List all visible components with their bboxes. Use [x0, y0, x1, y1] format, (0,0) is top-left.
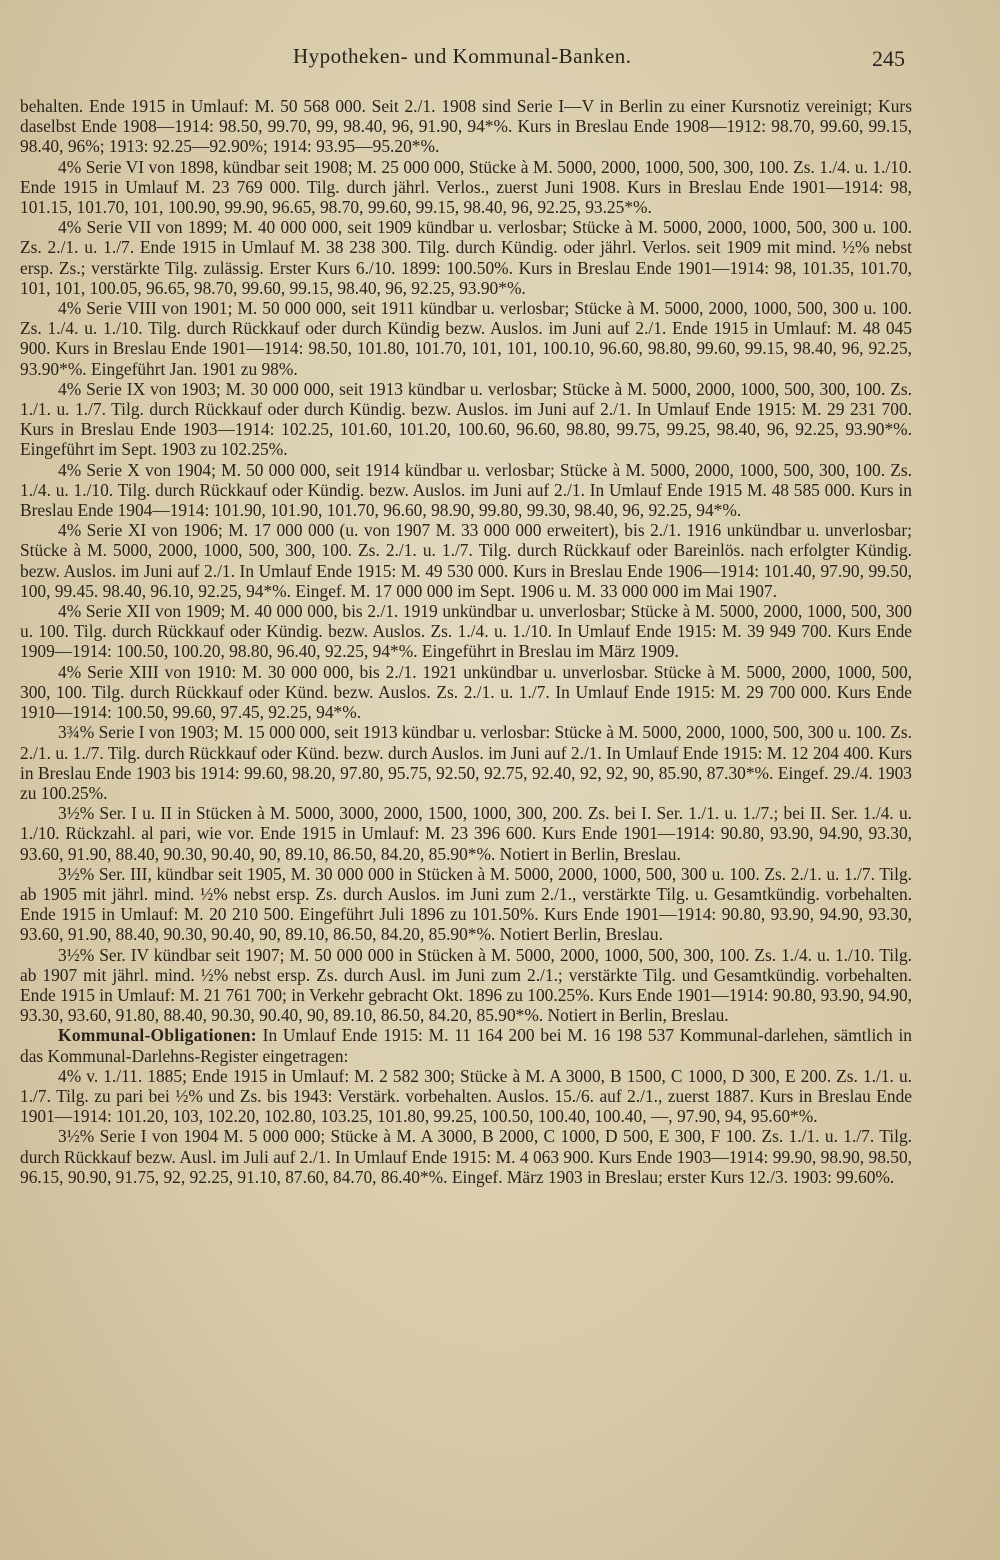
kommunal-heading: Kommunal-Obligationen: [58, 1025, 257, 1046]
paragraph-serie-vi: 4% Serie VI von 1898, kündbar seit 1908; M. 25 000 000, Stücke à M. 5000, 2000, 1000, 500, 300, 100. Zs. 1./4. u. 1./10. Ende 1915 in Umlauf M. 23 769 000. Tilg. durch jährl. Verlos., zuerst Juni 1908. Kurs in Breslau Ende 1901—1914: 98, 101.15, 101.70, 101, 100.90, 99.90, 96.65, 98.70, 99.60, 99.15, 98.40, 96, 92.25, 93.25*%. [20, 156, 912, 218]
paragraph-series-i-v: behalten. Ende 1915 in Umlauf: M. 50 568 000. Seit 2./1. 1908 sind Serie I—V in Berlin zu einer Kursnotiz vereinigt; Kurs daselbst Ende 1908—1914: 98.50, 99.70, 99, 98.40, 96, 91.90, 94*%. Kurs in Breslau Ende 1908—1912: 98.70, 99.60, 99.15, 98.40, 96%; 1913: 92.25—92.90%; 1914: 93.95—95.20*%. [20, 96, 912, 157]
paragraph-kommunal-1885: 4% v. 1./11. 1885; Ende 1915 in Umlauf: M. 2 582 300; Stücke à M. A 3000, B 1500, C 1000, D 300, E 200. Zs. 1./1. u. 1./7. Tilg. zu pari bei ½% und Zs. bis 1943: Verstärk. vorbehalten. Auslos. 15./6. auf 2./1., zuerst 1887. Kurs in Breslau Ende 1901—1914: 101.20, 103, 102.20, 102.80, 103.25, 101.80, 99.25, 100.50, 100.40, 100.40, —, 97.90, 94, 95.60*%. [20, 1065, 912, 1127]
paragraph-3-1-2-ser-i-ii: 3½% Ser. I u. II in Stücken à M. 5000, 3000, 2000, 1500, 1000, 300, 200. Zs. bei I. Ser. 1./1. u. 1./7.; bei II. Ser. 1./4. u. 1./10. Rückzahl. al pari, wie vor. Ende 1915 in Umlauf: M. 23 396 600. Kurs Ende 1901—1914: 90.80, 93.90, 94.90, 93.30, 93.60, 91.90, 88.40, 90.30, 90.40, 90, 89.10, 86.50, 84.20, 85.90*%. Notiert in Berlin, Breslau. [20, 803, 912, 864]
paragraph-serie-x: 4% Serie X von 1904; M. 50 000 000, seit 1914 kündbar u. verlosbar; Stücke à M. 5000, 2000, 1000, 500, 300, 100. Zs. 1./4. u. 1./10. Tilg. durch Rückkauf oder Kündig. bezw. Auslos. im Juni auf 2./1. In Umlauf Ende 1915 M. 48 585 000. Kurs in Breslau Ende 1904—1914: 101.90, 101.90, 101.70, 96.60, 98.90, 99.80, 99.30, 98.40, 96, 92.25, 94*%. [20, 459, 912, 521]
paragraph-serie-xi: 4% Serie XI von 1906; M. 17 000 000 (u. von 1907 M. 33 000 000 erweitert), bis 2./1. 1916 unkündbar u. unverlosbar; Stücke à M. 5000, 2000, 1000, 500, 300, 100. Zs. 2./1. u. 1./7. Tilg. durch Rückkauf oder Bareinlös. nach erfolgter Kündig. bezw. Auslos. im Juni auf 2./1. In Umlauf Ende 1915: M. 49 530 000. Kurs in Breslau Ende 1906—1914: 101.40, 97.90, 99.50, 100, 99.45. 98.40, 96.10, 92.25, 94*%. Eingef. M. 17 000 000 im Sept. 1906 u. M. 33 000 000 im Mai 1907. [20, 520, 912, 601]
paragraph-kommunal-1904: 3½% Serie I von 1904 M. 5 000 000; Stücke à M. A 3000, B 2000, C 1000, D 500, E 300, F 100. Zs. 1./1. u. 1./7. Tilg. durch Rückkauf bezw. Ausl. im Juli auf 2./1. In Umlauf Ende 1915: M. 4 063 900. Kurs Ende 1903—1914: 99.90, 98.90, 98.50, 96.15, 90.90, 91.75, 92, 92.25, 91.10, 87.60, 84.70, 86.40*%. Eingef. März 1903 in Breslau; erster Kurs 12./3. 1903: 99.60%. [20, 1126, 912, 1187]
paragraph-serie-vii: 4% Serie VII von 1899; M. 40 000 000, seit 1909 kündbar u. verlosbar; Stücke à M. 5000, 2000, 1000, 500, 300 u. 100. Zs. 2./1. u. 1./7. Ende 1915 in Umlauf M. 38 238 300. Tilg. durch Kündig. oder jährl. Verlos. seit 1909 mit mind. ½% nebst ersp. Zs.; verstärkte Tilg. zulässig. Erster Kurs 6./10. 1899: 100.50%. Kurs in Breslau Ende 1901—1914: 98, 101.35, 101.70, 101, 101, 100.05, 96.65, 98.70, 99.60, 99.15, 98.40, 96, 92.25, 93.90*%. [20, 217, 912, 298]
paragraph-serie-xiii: 4% Serie XIII von 1910: M. 30 000 000, bis 2./1. 1921 unkündbar u. unverlosbar. Stücke à M. 5000, 2000, 1000, 500, 300, 100. Tilg. durch Rückkauf oder Künd. bezw. Auslos. Zs. 2./1. u. 1./7. In Umlauf Ende 1915: M. 29 700 000. Kurs Ende 1910—1914: 100.50, 99.60, 97.45, 92.25, 94*%. [20, 661, 912, 723]
page-number: 245 [872, 46, 905, 71]
paragraph-3-3-4-serie-i: 3¾% Serie I von 1903; M. 15 000 000, seit 1913 kündbar u. verlosbar: Stücke à M. 5000, 2000, 1000, 500, 300 u. 100. Zs. 2./1. u. 1./7. Tilg. durch Rückkauf oder Künd. bezw. durch Auslos. im Juni auf 2./1. In Umlauf Ende 1915: M. 12 204 400. Kurs in Breslau Ende 1903 bis 1914: 99.60, 98.20, 97.80, 95.75, 92.50, 92.75, 92.40, 92, 92, 90, 85.90, 87.30*%. Eingef. 29./4. 1903 zu 100.25%. [20, 722, 912, 803]
paragraph-serie-ix: 4% Serie IX von 1903; M. 30 000 000, seit 1913 kündbar u. verlosbar; Stücke à M. 5000, 2000, 1000, 500, 300, 100. Zs. 1./1. u. 1./7. Tilg. durch Rückkauf oder durch Kündig. bezw. Auslos. im Juni auf 2./1. In Umlauf Ende 1915: M. 29 231 700. Kurs in Breslau Ende 1903—1914: 102.25, 101.60, 101.20, 100.60, 96.60, 98.80, 99.75, 99.25, 98.40, 96, 92.25, 93.90*%. Eingeführt im Sept. 1903 zu 102.25%. [20, 378, 912, 460]
running-title: Hypotheken- und Kommunal-Banken. [293, 44, 632, 68]
page-header [0, 44, 1000, 78]
paragraph-serie-viii: 4% Serie VIII von 1901; M. 50 000 000, seit 1911 kündbar u. verlosbar; Stücke à M. 5000, 2000, 1000, 500, 300 u. 100. Zs. 1./4. u. 1./10. Tilg. durch Rückkauf oder durch Kündig bezw. Auslos. im Juni auf 2./1. Ende 1915 in Umlauf: M. 48 045 900. Kurs in Breslau Ende 1901—1914: 98.50, 101.80, 101.70, 101, 101, 100.10, 96.60, 98.80, 99.60, 99.15, 98.40, 96, 92.25, 93.90*%. Eingeführt Jan. 1901 zu 98%. [20, 298, 912, 379]
paragraph-3-1-2-ser-iii: 3½% Ser. III, kündbar seit 1905, M. 30 000 000 in Stücken à M. 5000, 2000, 1000, 500, 300 u. 100. Zs. 2./1. u. 1./7. Tilg. ab 1905 mit jährl. mind. ½% nebst ersp. Zs. durch Auslos. im Juni zum 2./1., verstärkte Tilg. u. Gesamtkündig. vorbehalten. Ende 1915 in Umlauf: M. 20 210 500. Eingeführt Juli 1896 zu 101.50%. Kurs Ende 1901—1914: 90.80, 93.90, 94.90, 93.30, 93.60, 91.90, 88.40, 90.30, 90.40, 90, 89.10, 86.50, 84.20, 85.90*%. Notiert Berlin, Breslau. [20, 863, 912, 945]
kommunal-intro-text: In Umlauf Ende 1915: M. 11 164 200 bei M. 16 198 537 Kommunal-darlehen, sämtlich in das Kommunal-Darlehns-Register eingetragen: [20, 1025, 912, 1066]
paragraph-kommunal-intro [20, 1025, 912, 1065]
paragraph-3-1-2-ser-iv: 3½% Ser. IV kündbar seit 1907; M. 50 000 000 in Stücken à M. 5000, 2000, 1000, 500, 300, 100. Zs. 1./4. u. 1./10. Tilg. ab 1907 mit jährl. mind. ½% nebst ersp. Zs. durch Ausl. im Juni zum 2./1.; verstärkte Tilg. und Gesamtkündig. vorbehalten. Ende 1915 in Umlauf: M. 21 761 700; in Verkehr gebracht Okt. 1896 zu 100.25%. Kurs Ende 1901—1914: 90.80, 93.90, 94.90, 93.30, 93.60, 91.80, 88.40, 90.30, 90.40, 90, 89.10, 86.50, 84.20, 85.90*%. Notiert in Berlin, Breslau. [20, 944, 912, 1026]
paragraph-serie-xii: 4% Serie XII von 1909; M. 40 000 000, bis 2./1. 1919 unkündbar u. unverlosbar; Stücke à M. 5000, 2000, 1000, 500, 300 u. 100. Tilg. durch Rückkauf oder Kündig. bezw. Auslos. Zs. 1./4. u. 1./10. In Umlauf Ende 1915: M. 39 949 700. Kurs Ende 1909—1914: 100.50, 100.20, 98.80, 96.40, 92.25, 94*%. Eingeführt in Breslau im März 1909. [20, 601, 912, 662]
body-text [20, 96, 912, 1187]
